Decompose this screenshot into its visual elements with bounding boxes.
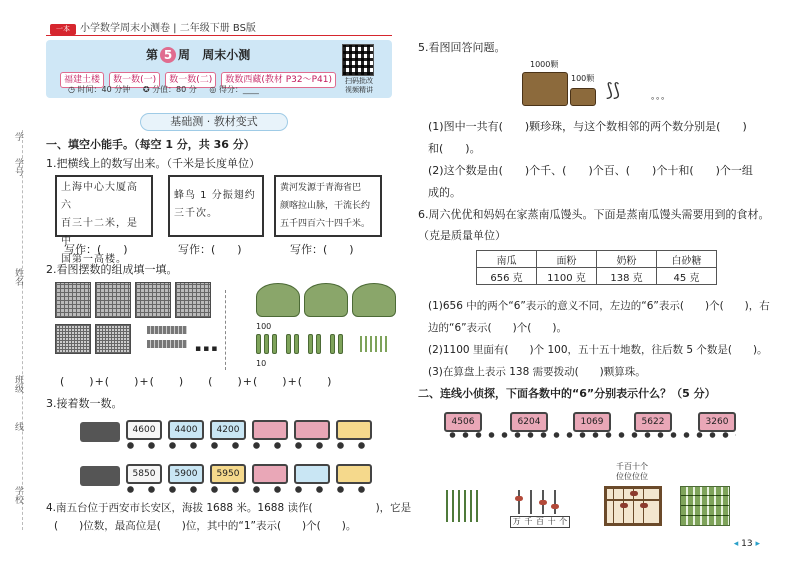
number-car[interactable]: 4506 [444, 412, 482, 432]
ten-rods [147, 326, 187, 334]
bead-string-icon: ⟆⟆ [606, 80, 621, 101]
ten-rods [147, 340, 187, 348]
train-car-blank[interactable] [294, 420, 330, 440]
binding-sidebar [0, 0, 36, 566]
page-number: ◂ 13 ▸ [733, 539, 760, 549]
target-icon: ◎ [209, 85, 217, 94]
banner-title: 周末小测 [202, 48, 251, 62]
train-car-blank[interactable] [252, 420, 288, 440]
wheels [120, 486, 370, 493]
week-number: 5 [160, 47, 176, 63]
star-icon: ✪ [142, 85, 150, 94]
box-line: 三千次。 [174, 208, 218, 219]
train-car: 4200 [210, 420, 246, 440]
place-label: 千 [524, 517, 533, 526]
write-answer-2[interactable]: 写作：( ) [178, 243, 242, 256]
hundred-bundle [304, 283, 348, 317]
score-total: 分值：80 分 [152, 85, 197, 94]
thousand-cube [55, 282, 91, 318]
section-title: 基础测 · 教材变式 [140, 113, 288, 131]
train-car-blank[interactable] [252, 464, 288, 484]
place-label: 百 [535, 517, 544, 526]
ten-stick [272, 334, 277, 354]
small-box-icon [570, 88, 596, 106]
train-car-blank[interactable] [336, 420, 372, 440]
table-cell: 138 克 [597, 268, 657, 285]
write-answer-3[interactable]: 写作：( ) [290, 243, 354, 256]
counter-frame[interactable] [510, 490, 572, 530]
table-header-row [477, 251, 717, 268]
table-cell: 1100 克 [537, 268, 597, 285]
box-line: 国第一高楼。 [61, 254, 127, 265]
q5-1-line1[interactable]: (1)图中一共有( )颗珍珠，与这个数相邻的两个数分别是( ) [428, 120, 747, 133]
text-box-3 [274, 175, 382, 237]
sidebar-label: 姓名 [13, 268, 23, 286]
box-line: 百三十二米，是中 [61, 218, 138, 247]
thousand-cube [175, 282, 211, 318]
q6-1-line2[interactable]: 边的“6”表示( )个( )。 [428, 322, 567, 334]
page-num-text: 13 [741, 539, 753, 549]
hundred-bundle [256, 283, 300, 317]
number-car[interactable]: 5622 [634, 412, 672, 432]
stick-label-10: 10 [256, 359, 267, 368]
week-prefix: 第 [146, 48, 159, 62]
write-answer-1[interactable]: 写作：( ) [64, 243, 128, 256]
thousand-cube [95, 282, 131, 318]
place-label: 十 [547, 517, 556, 526]
q6-2[interactable]: (2)1100 里面有( )个 100，五十五十地数，往后数 5 个数是( )。 [428, 344, 768, 356]
hundred-bundle [352, 283, 396, 317]
question-3: 3.接着数一数。 [46, 397, 123, 410]
sidebar-label: 学号 [13, 158, 23, 176]
week-heading [146, 46, 250, 63]
train-row-1 [80, 416, 380, 448]
locomotive-icon [80, 466, 120, 486]
ten-stick [316, 334, 321, 354]
topic-tag: 数一数(一) [109, 72, 160, 88]
wheels [120, 442, 370, 449]
table-header: 奶粉 [597, 251, 657, 268]
header-title: 小学数学周末小测卷 | 二年级下册 BS版 [80, 23, 256, 34]
qr-code[interactable] [342, 44, 374, 76]
test-meta [68, 84, 259, 95]
q5-2-line2: 成的。 [428, 186, 461, 199]
cut-line [22, 130, 23, 530]
q5-1-line2[interactable]: 和( )。 [428, 142, 481, 155]
score-gained: 得分：____ [218, 85, 259, 94]
train-car: 4600 [126, 420, 162, 440]
time-limit: 时间：40 分钟 [77, 85, 131, 94]
week-suffix: 周 [178, 48, 191, 62]
sidebar-label: 学 [13, 132, 23, 141]
box-line: 上海中心大厦高六 [61, 182, 138, 211]
q6-3[interactable]: (3)在算盘上表示 138 需要拨动( )颗算珠。 [428, 366, 646, 378]
hundred-flat [95, 324, 131, 354]
sidebar-label: 学校 [13, 486, 23, 504]
question-2: 2.看图摆数的组成填一填。 [46, 263, 178, 276]
ingredient-table [476, 250, 717, 285]
box-line: 黄河发源于青海省巴 [280, 183, 362, 193]
train-car: 4400 [168, 420, 204, 440]
train-car-blank[interactable] [294, 464, 330, 484]
bundle-label-100: 100 [256, 322, 272, 331]
q6-note: （克是质量单位） [418, 229, 506, 242]
question-4-line1: 4.南五台位于西安市长安区，海拔 1688 米。1688 读作( )，它是 [46, 502, 412, 514]
treasure-chest-icon [522, 72, 568, 106]
question-4-line2[interactable]: ( )位数，最高位是( )位，其中的“1”表示( )个( )。 [54, 520, 357, 532]
train-row-2 [80, 460, 380, 492]
table-header: 面粉 [537, 251, 597, 268]
q5-2-line1[interactable]: (2)这个数是由( )个千、( )个百、( )个十和( )个一组 [428, 164, 753, 177]
question-6: 6.周六优优和妈妈在家蒸南瓜馒头。下面是蒸南瓜馒头需要用到的食材。 [418, 208, 770, 221]
train-car: 5950 [210, 464, 246, 484]
ten-stick-row [256, 334, 396, 356]
ten-stick [330, 334, 335, 354]
number-car[interactable]: 3260 [698, 412, 736, 432]
box-line: 颜喀拉山脉，干流长约 [280, 201, 371, 211]
car-wheels [446, 432, 736, 438]
unit-cubes: ▪▪▪ [195, 344, 220, 354]
table-header: 南瓜 [477, 251, 537, 268]
place-label: 个 [559, 517, 568, 526]
train-car: 5900 [168, 464, 204, 484]
ten-stick [256, 334, 261, 354]
ten-stick [264, 334, 269, 354]
question-5: 5.看图回答问题。 [418, 41, 506, 54]
sidebar-label: 线 [13, 422, 23, 431]
table-cell: 45 克 [657, 268, 717, 285]
qr-caption: 扫码批改 视频精讲 [345, 77, 373, 94]
counter-labels [510, 516, 570, 528]
part2-heading: 二、连线小侦探，下面各数中的“6”分别表示什么？（5 分） [418, 387, 716, 400]
place-label: 万 [512, 517, 521, 526]
divider [225, 290, 226, 370]
box-line: 蜂鸟 1 分振翅约 [174, 190, 256, 201]
ten-stick [338, 334, 343, 354]
q2-blanks[interactable]: ( )+( )+( ) ( )+( )+( ) [60, 375, 333, 388]
single-sticks [360, 336, 390, 352]
clock-icon: ◷ [68, 85, 75, 94]
locomotive-icon [80, 422, 120, 442]
label-100: 100颗 [571, 74, 595, 83]
ten-stick [308, 334, 313, 354]
ten-stick [294, 334, 299, 354]
part1-heading: 一、填空小能手。（每空 1 分，共 36 分） [46, 138, 255, 151]
abacus-icon[interactable] [604, 486, 662, 526]
train-car: 5850 [126, 464, 162, 484]
sidebar-label: 班级 [13, 375, 23, 393]
q6-1-line1[interactable]: (1)656 中的两个“6”表示的意义不同，左边的“6”表示( )个( )，右 [428, 300, 770, 312]
hundred-flat [55, 324, 91, 354]
topic-tag: 福建土楼 [60, 72, 104, 88]
abacus-label: 千百十个 位位位位 [616, 462, 648, 481]
stick-bundle-icon[interactable] [446, 490, 486, 522]
text-box-2 [168, 175, 264, 237]
question-1: 1.把横线上的数写出来。（千米是长度单位） [46, 157, 260, 170]
number-car[interactable]: 6204 [510, 412, 548, 432]
thousand-cube [135, 282, 171, 318]
rod-stack-icon[interactable] [680, 486, 732, 528]
single-beads-icon: ∘∘∘ [650, 94, 666, 103]
topic-tag: 数一数(二) [165, 72, 216, 88]
label-1000: 1000颗 [530, 60, 559, 69]
test-banner [46, 40, 392, 98]
train-car-blank[interactable] [336, 464, 372, 484]
box-line: 五千四百六十四千米。 [280, 219, 371, 229]
ten-stick [286, 334, 291, 354]
table-cell: 656 克 [477, 268, 537, 285]
topic-tag: 数数西藏(教材 P32～P41) [221, 72, 336, 88]
table-header: 白砂糖 [657, 251, 717, 268]
header-rule [46, 35, 392, 36]
brand-logo: 一本 [50, 24, 76, 35]
table-row [477, 268, 717, 285]
number-car[interactable]: 1069 [573, 412, 611, 432]
